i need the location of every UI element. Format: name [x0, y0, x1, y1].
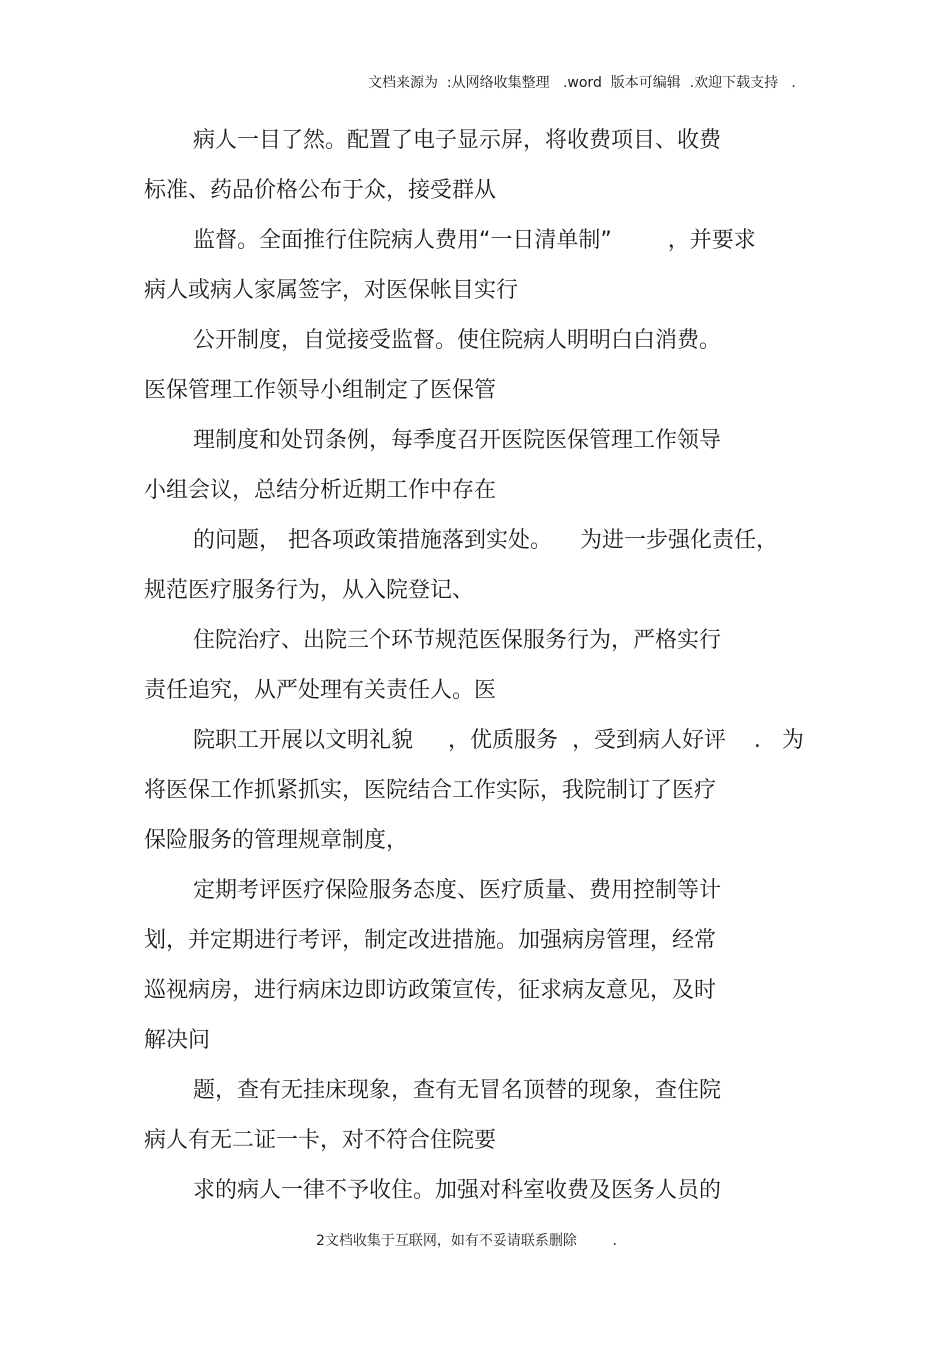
body-line: 公开制度，自觉接受监督。使住院病人明明白白消费。	[193, 328, 722, 353]
body-line: 小组会议，总结分析近期工作中存在	[144, 478, 497, 503]
body-line: 住院治疗、出院三个环节规范医保服务行为，严格实行	[193, 628, 722, 653]
page-header: 文档来源为 :从网络收集整理 .word 版本可编辑 .欢迎下载支持 .	[368, 75, 796, 91]
body-line: 将医保工作抓紧抓实，医院结合工作实际，我院制订了医疗	[144, 778, 717, 803]
body-line: 理制度和处罚条例，每季度召开医院医保管理工作领导	[193, 428, 722, 453]
body-line: 规范医疗服务行为，从入院登记、	[144, 578, 475, 603]
body-line: 的问题， 把各项政策措施落到实处。 为进一步强化责任，	[193, 528, 778, 553]
body-line: 解决问	[144, 1028, 211, 1053]
body-line: 医保管理工作领导小组制定了医保管	[144, 378, 497, 403]
body-line: 病人有无二证一卡，对不符合住院要	[144, 1128, 497, 1153]
body-line: 病人或病人家属签字，对医保帐目实行	[144, 278, 519, 303]
body-line: 保险服务的管理规章制度，	[144, 828, 409, 853]
body-line: 标准、药品价格公布于众，接受群从	[144, 178, 497, 203]
body-line: 巡视病房，进行病床边即访政策宣传，征求病友意见，及时	[144, 978, 717, 1003]
body-line: 划，并定期进行考评，制定改进措施。加强病房管理，经常	[144, 928, 717, 953]
body-line: 监督。全面推行住院病人费用“一日清单制” ，并要求	[193, 228, 756, 253]
page-footer: 2文档收集于互联网，如有不妥请联系删除 .	[316, 1233, 617, 1249]
body-line: 责任追究，从严处理有关责任人。医	[144, 678, 497, 703]
body-line: 定期考评医疗保险服务态度、医疗质量、费用控制等计	[193, 878, 722, 903]
body-line: 病人一目了然。配置了电子显示屏，将收费项目、收费	[193, 128, 722, 153]
body-line: 院职工开展以文明礼貌 ，优质服务 ，受到病人好评 . 为	[193, 728, 804, 753]
body-line: 题，查有无挂床现象，查有无冒名顶替的现象，查住院	[193, 1078, 722, 1103]
body-line: 求的病人一律不予收住。加强对科室收费及医务人员的	[193, 1178, 722, 1203]
